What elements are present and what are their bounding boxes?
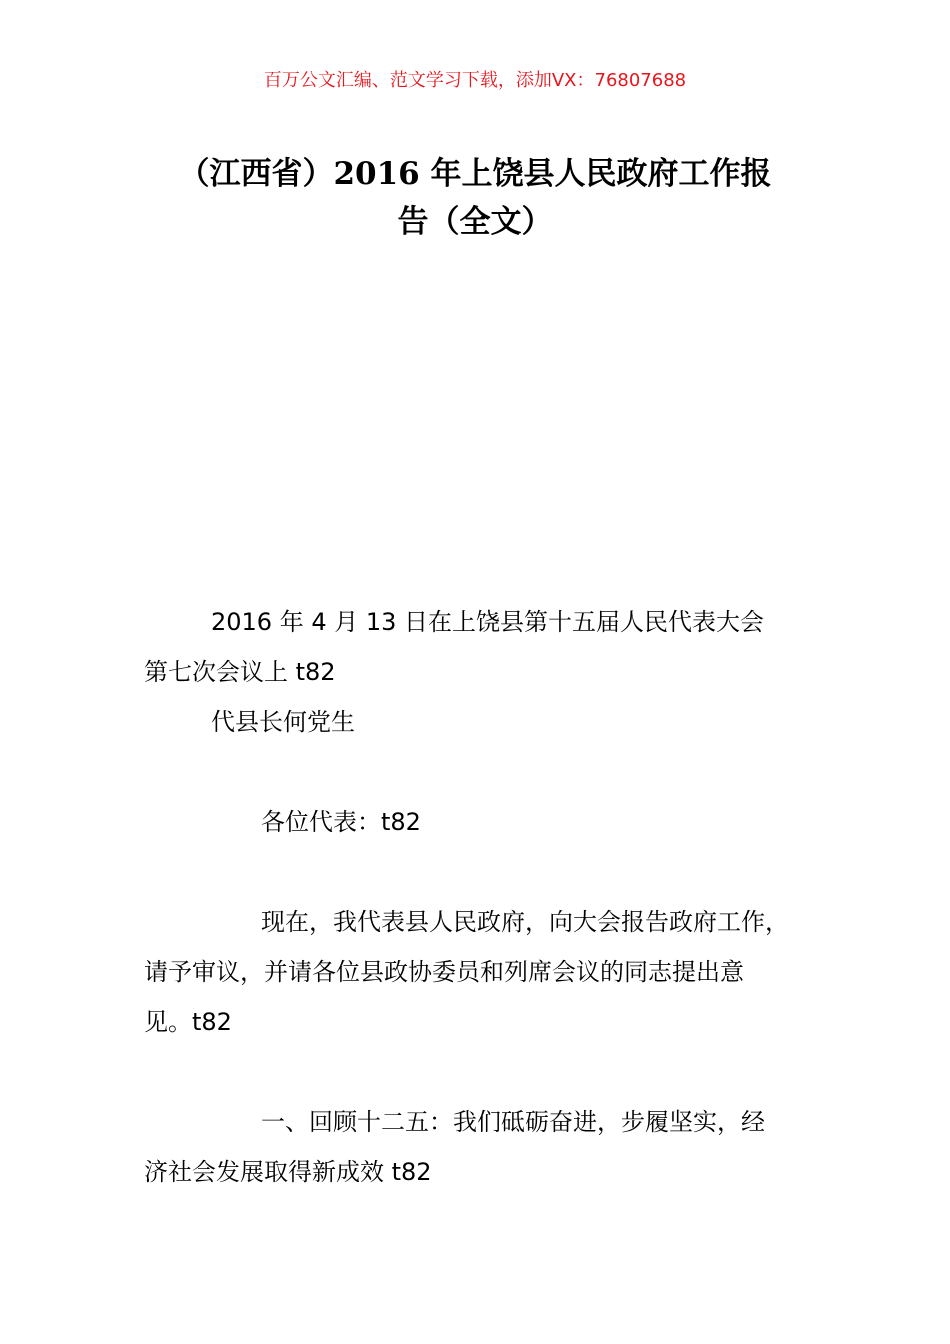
salutation-text: 各位代表：t82: [261, 808, 421, 836]
title-line-2: 告（全文）: [397, 204, 553, 240]
speaker: [144, 697, 814, 747]
meeting-info-line-2: 第七次会议上 t82: [144, 658, 336, 686]
section-heading-1: [144, 1097, 814, 1197]
meeting-info-line-1: 2016 年 4 月 13 日在上饶县第十五届人民代表大会: [211, 608, 765, 636]
salutation: [144, 797, 814, 847]
intro-line-3: 见。t82: [144, 1008, 232, 1036]
intro-line-2: 请予审议，并请各位县政协委员和列席会议的同志提出意: [144, 958, 744, 986]
section-heading-line-1: 一、回顾十二五：我们砥砺奋进，步履坚实，经: [261, 1108, 765, 1136]
document-title: [140, 150, 810, 246]
intro-paragraph: [144, 897, 814, 1047]
intro-line-1: 现在，我代表县人民政府，向大会报告政府工作，: [261, 908, 789, 936]
section-heading-line-2: 济社会发展取得新成效 t82: [144, 1158, 432, 1186]
speaker-text: 代县长何党生: [211, 708, 355, 736]
header-note: 百万公文汇编、范文学习下载，添加VX：76807688: [263, 70, 687, 91]
meeting-info: [144, 597, 814, 697]
title-line-1: （江西省）2016 年上饶县人民政府工作报: [178, 156, 772, 192]
